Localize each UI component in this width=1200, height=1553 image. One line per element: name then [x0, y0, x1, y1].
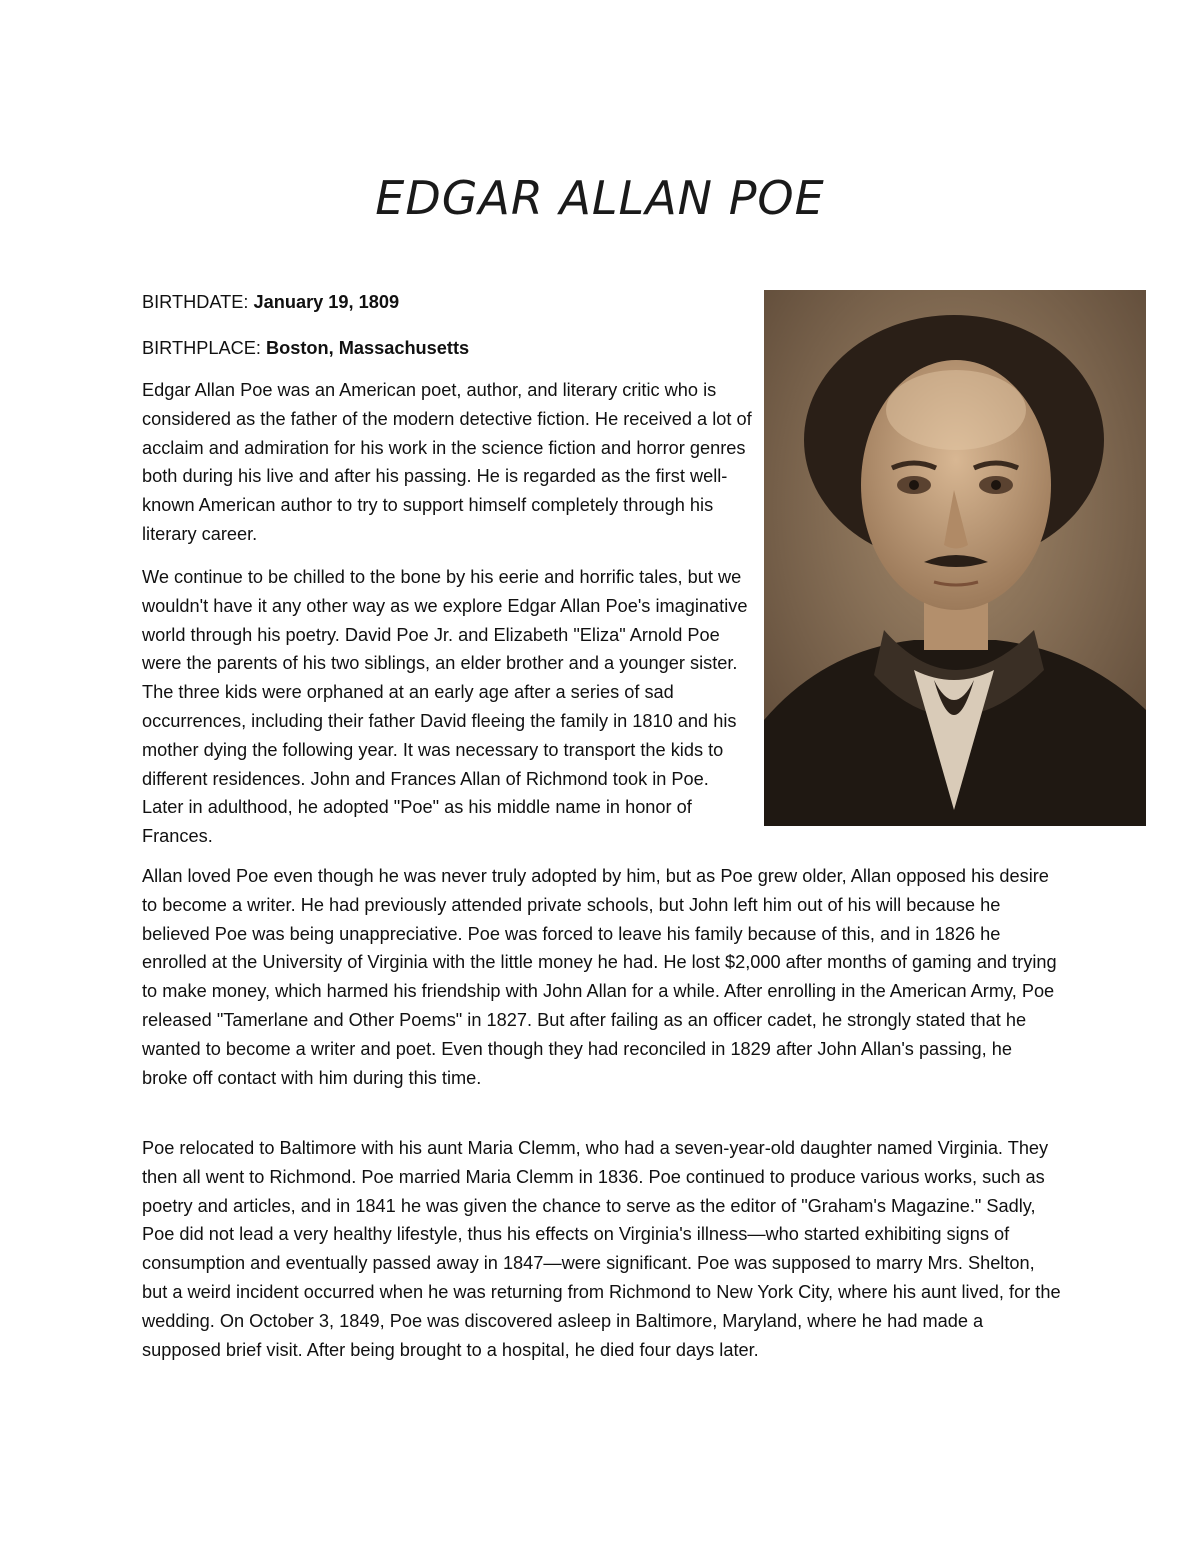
birthplace-line: [142, 334, 752, 363]
birthplace-value: Boston, Massachusetts: [265, 338, 470, 358]
page-title: EDGAR ALLAN POE: [375, 170, 825, 225]
bio-paragraph-4: Poe relocated to Baltimore with his aunt Maria Clemm, who had a seven-year-old daughter named Virginia. They then all went to Richmond. Poe married Maria Clemm in 1836. Poe continued to produce various works, such as poetry and articles, and in 1841 he was given the chance to serve as the editor of "Graham's Magazine." Sadly, Poe did not lead a very healthy lifestyle, thus his effects on Virginia's illness—who started exhibiting signs of consumption and eventually passed away in 1847—were significant. Poe was supposed to marry Mrs. Shelton, but a weird incident occurred when he was returning from Richmond to New York City, where his aunt lived, for the wedding. On October 3, 1849, Poe was discovered asleep in Baltimore, Maryland, where he had made a supposed brief visit. After being brought to a hospital, he died four days later.: [142, 1138, 1061, 1360]
bio-paragraph-3: Allan loved Poe even though he was never truly adopted by him, but as Poe grew older, Allan opposed his desire to become a writer. He had previously attended private schools, but John left him out of his will because he believed Poe was being unappreciative. Poe was forced to leave his family because of this, and in 1826 he enrolled at the University of Virginia with the little money he had. He lost $2,000 after months of gaming and trying to make money, which harmed his friendship with John Allan for a while. After enrolling in the American Army, Poe released "Tamerlane and Other Poems" in 1827. But after failing as an officer cadet, he strongly stated that he wanted to become a writer and poet. Even though they had reconciled in 1829 after John Allan's passing, he broke off contact with him during this time.: [142, 866, 1057, 1088]
birthdate-value: January 19, 1809: [253, 292, 400, 312]
bio-paragraph-1: Edgar Allan Poe was an American poet, author, and literary critic who is considered as the father of the modern detective fiction. He received a lot of acclaim and admiration for his work in the science fiction and horror genres both during his live and after his passing. He is regarded as the first well-known American author to try to support himself completely through his literary career.: [142, 380, 752, 544]
portrait-photo: [764, 290, 1146, 826]
birthdate-line: [142, 288, 752, 317]
portrait-icon: [764, 290, 1146, 826]
birthdate-label: BIRTHDATE:: [142, 292, 254, 312]
birthplace-label: BIRTHPLACE:: [142, 338, 266, 358]
bio-paragraph-2: We continue to be chilled to the bone by his eerie and horrific tales, but we wouldn't have it any other way as we explore Edgar Allan Poe's imaginative world through his poetry. David Poe Jr. and Elizabeth "Eliza" Arnold Poe were the parents of his two siblings, an elder brother and a younger sister. The three kids were orphaned at an early age after a series of sad occurrences, including their father David fleeing the family in 1810 and his mother dying the following year. It was necessary to transport the kids to different residences. John and Frances Allan of Richmond took in Poe. Later in adulthood, he adopted "Poe" as his middle name in honor of Frances.: [142, 567, 748, 847]
